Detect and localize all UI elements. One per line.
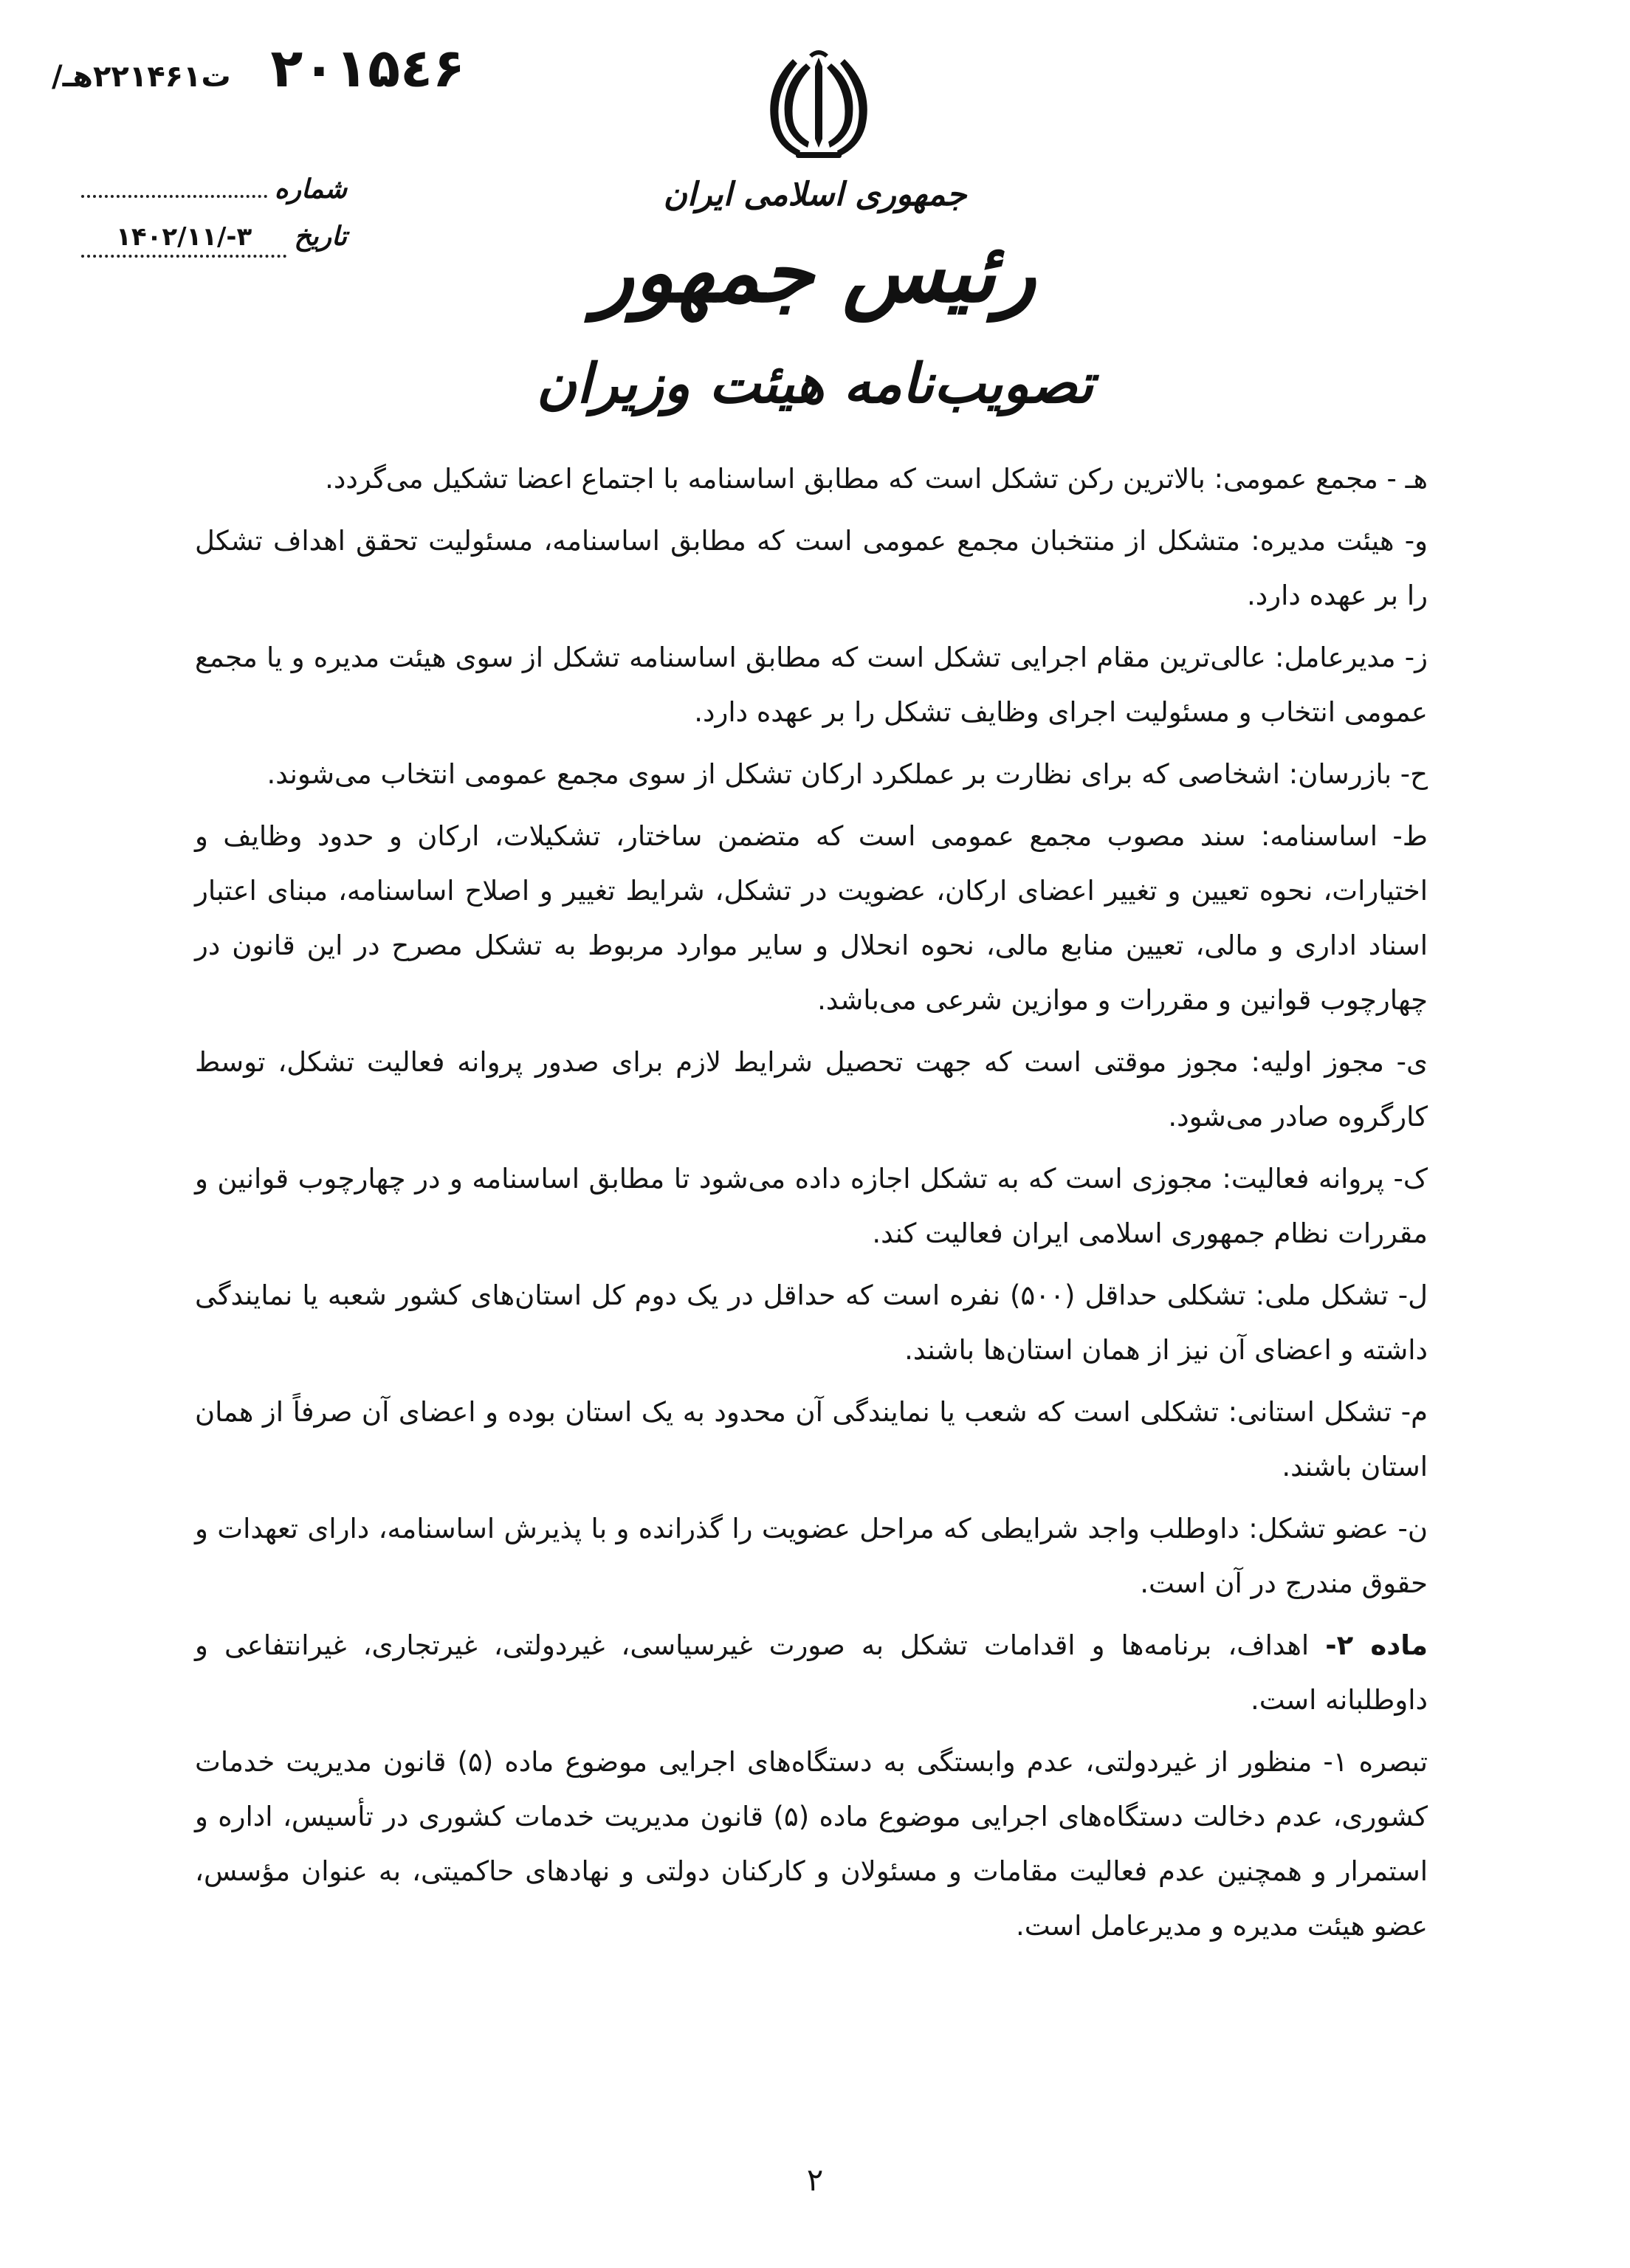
paragraph-note-1: تبصره ۱- منظور از غیردولتی، عدم وابستگی به دستگاه‌های اجرایی موضوع ماده (۵) قانون مدیریت خدمات کشوری، عدم دخالت دستگاه‌های اجرایی موضوع ماده (۵) قانون مدیریت خدمات کشوری در تأسیس، اداره و استمرار و همچنین عدم فعالیت مقامات و مسئولان و کارکنان دولتی و نهادهای حاکمیتی، به عنوان مؤسس، عضو هیئت مدیره و مدیرعامل است. [195,1746,1428,1942]
letterhead-president: رئیس جمهور [594,224,1036,321]
document-number [52,37,465,99]
number-label: شماره [274,173,347,205]
number-date-fields [81,162,347,274]
letterhead-country: جمهوری اسلامی ایران [663,176,967,213]
paragraph-initial-permit: ی- مجوز اولیه: مجوز موقتی است که جهت تحصیل شرایط لازم برای صدور پروانه فعالیت تشکل، توسط کارگروه صادر می‌شود. [195,1046,1428,1133]
date-label: تاریخ [294,221,347,252]
iran-emblem-icon [763,44,874,162]
number-value [81,162,267,198]
date-field [81,221,347,258]
article-2-heading: ماده ۲- [1325,1629,1428,1661]
number-field [81,162,347,205]
date-value: ۱۴۰۲/۱۱/-۳ [81,222,286,258]
paragraph-national-organization: ل- تشکل ملی: تشکلی حداقل (۵۰۰) نفره است که حداقل در یک دوم کل استان‌های کشور شعبه یا نمایندگی داشته و اعضای آن نیز از همان استان‌ها باشند. [195,1279,1428,1366]
page-number: ۲ [806,2162,824,2198]
paragraph-general-assembly: هـ - مجمع عمومی: بالاترین رکن تشکل است که مطابق اساسنامه با اجتماع اعضا تشکیل می‌گردد. [325,463,1428,495]
paragraph-ceo: ز- مدیرعامل: عالی‌ترین مقام اجرایی تشکل است که مطابق اساسنامه تشکل از سوی هیئت مدیره و یا مجمع عمومی انتخاب و مسئولیت اجرای وظایف تشکل را بر عهده دارد. [195,642,1428,728]
document-number-suffix: /ت۲۲۱۴۶۱هـ [52,60,231,94]
paragraph-provincial-organization: م- تشکل استانی: تشکلی است که شعب یا نمایندگی آن محدود به یک استان بوده و اعضای آن صرفاً از همان استان باشند. [195,1396,1428,1482]
paragraph-board: و- هیئت مدیره: متشکل از منتخبان مجمع عمومی است که مطابق اساسنامه، مسئولیت تحقق اهداف تشکل را بر عهده دارد. [195,525,1428,611]
paragraph-inspectors: ح- بازرسان: اشخاصی که برای نظارت بر عملکرد ارکان تشکل از سوی مجمع عمومی انتخاب می‌شوند. [266,758,1428,790]
paragraph-member: ن- عضو تشکل: داوطلب واجد شرایطی که مراحل عضویت را گذرانده و با پذیرش اساسنامه، دارای تعهدات و حقوق مندرج در آن است. [195,1513,1428,1599]
letterhead-cabinet: تصویب‌نامه هیئت وزیران [536,352,1094,416]
document-body [195,452,1428,1961]
paragraph-statute: ط- اساسنامه: سند مصوب مجمع عمومی است که متضمن ساختار، تشکیلات، ارکان و حدود وظایف و اختیارات، نحوه تعیین و تغییر اعضای ارکان، عضویت در تشکل، شرایط تغییر و اصلاح اساسنامه، مبنای اعتبار اسناد اداری و مالی، تعیین منابع مالی، نحوه انحلال و سایر موارد مربوط به تشکل مصرح در این قانون در چهارچوب قوانین و مقررات و موازین شرعی می‌باشد. [195,820,1428,1016]
paragraph-article-2 [195,1618,1428,1728]
document-number-main: ۲۰۱۵٤۶ [270,37,465,99]
article-2-text: اهداف، برنامه‌ها و اقدامات تشکل به صورت غیرسیاسی، غیردولتی، غیرتجاری، غیرانتفاعی و داوطلبانه است. [195,1629,1428,1716]
paragraph-activity-license: ک- پروانه فعالیت: مجوزی است که به تشکل اجازه داده می‌شود تا مطابق اساسنامه و در چهارچوب قوانین و مقررات نظام جمهوری اسلامی ایران فعالیت کند. [195,1163,1428,1249]
